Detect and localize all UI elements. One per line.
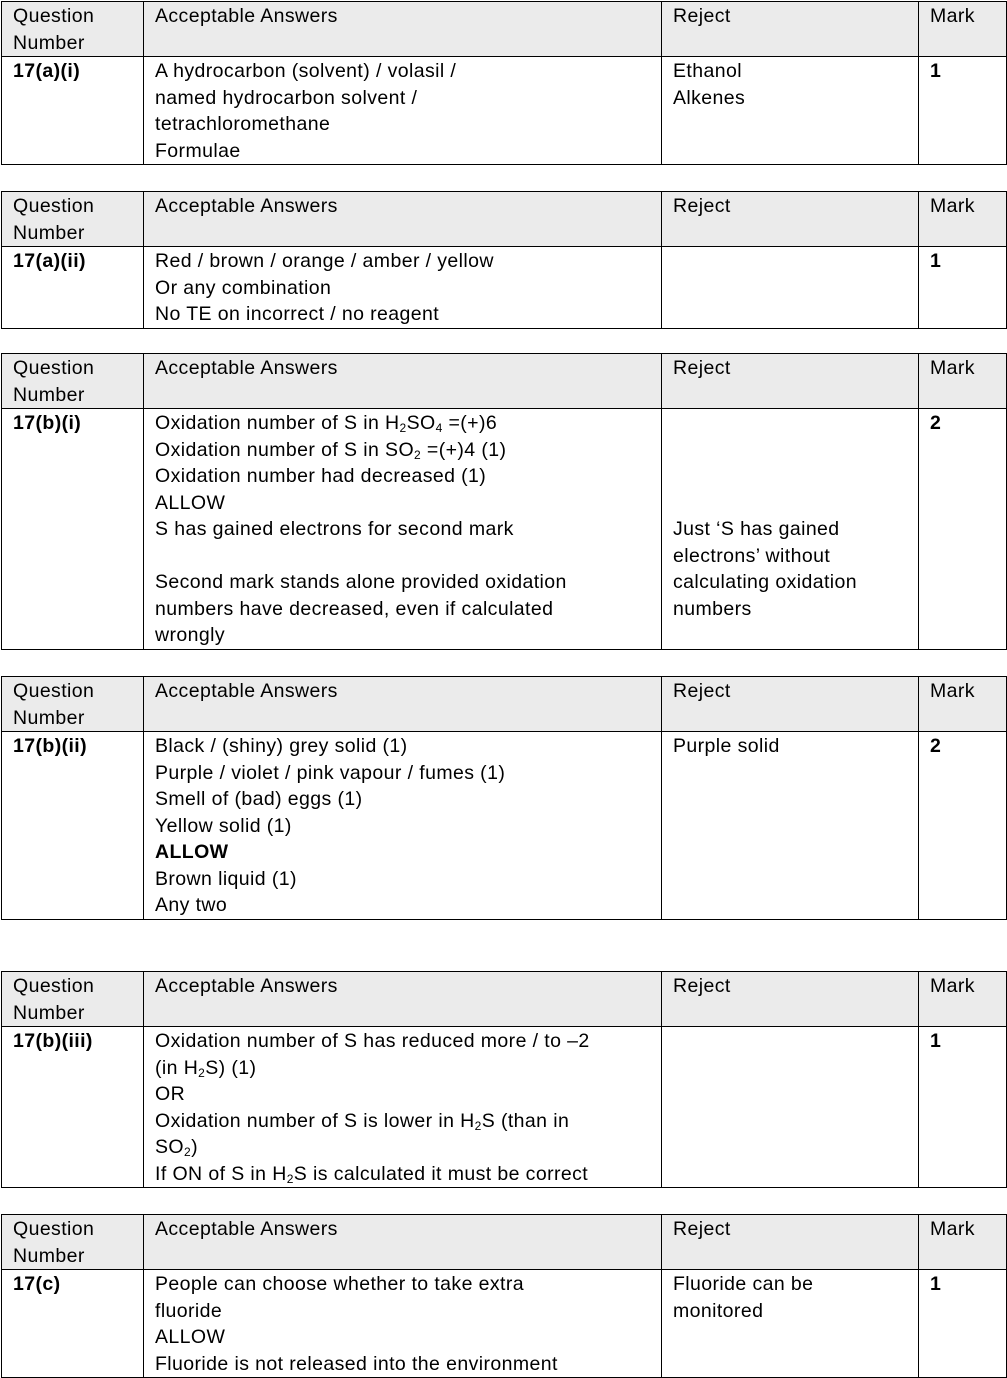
- question-number: 17(b)(iii): [2, 1027, 144, 1188]
- mark-value: 1: [919, 1270, 1007, 1378]
- mark-scheme-table-17c: [1, 1214, 1007, 1378]
- header-mark: Mark: [919, 192, 1007, 247]
- acceptable-answers-cell: [144, 1027, 662, 1188]
- answer-line: tetrachloromethane: [155, 113, 331, 135]
- acceptable-answers-cell: [144, 57, 662, 165]
- header-question-number: Question Number: [2, 1215, 144, 1270]
- reject-line: Ethanol: [673, 60, 742, 82]
- answer-line: A hydrocarbon (solvent) / volasil /: [155, 60, 457, 82]
- answer-line: Oxidation number of S has reduced more / to –2: [155, 1030, 590, 1052]
- answer-line: No TE on incorrect / no reagent: [155, 303, 440, 325]
- answer-line: OR: [155, 1083, 186, 1105]
- table-header-row: [2, 354, 1007, 409]
- answer-line: $SO_2$): [155, 1136, 198, 1159]
- header-acceptable-answers: Acceptable Answers: [144, 192, 662, 247]
- answer-line: named hydrocarbon solvent /: [155, 86, 418, 109]
- header-question-number: Question Number: [2, 354, 144, 409]
- acceptable-answers-cell: [144, 732, 662, 920]
- header-reject: Reject: [662, 677, 919, 732]
- acceptable-answers-cell: [144, 247, 662, 329]
- table-header-row: [2, 1215, 1007, 1270]
- reject-cell: [662, 57, 919, 165]
- reject-cell: [662, 1027, 919, 1188]
- answer-line: numbers have decreased, even if calculated: [155, 597, 554, 620]
- header-acceptable-answers: Acceptable Answers: [144, 677, 662, 732]
- header-mark: Mark: [919, 1215, 1007, 1270]
- answer-line: Fluoride is not released into the environment: [155, 1352, 558, 1375]
- table-row: [2, 732, 1007, 920]
- reject-line: electrons’ without: [673, 544, 831, 567]
- question-number: 17(b)(ii): [2, 732, 144, 920]
- header-reject: Reject: [662, 1215, 919, 1270]
- answer-line: Oxidation number of S in $H_2SO_4 =(+)6$: [155, 412, 498, 435]
- mark-value: 2: [919, 732, 1007, 920]
- answer-line: ALLOW: [155, 841, 229, 863]
- reject-cell: [662, 409, 919, 650]
- reject-line: Fluoride can be: [673, 1273, 814, 1295]
- header-mark: Mark: [919, 972, 1007, 1027]
- answer-line: S has gained electrons for second mark: [155, 518, 514, 540]
- mark-scheme-table-17ai: [1, 1, 1007, 165]
- header-reject: Reject: [662, 192, 919, 247]
- mark-value: 2: [919, 409, 1007, 650]
- answer-line: Formulae: [155, 139, 241, 162]
- header-mark: Mark: [919, 677, 1007, 732]
- header-reject: Reject: [662, 2, 919, 57]
- answer-line: Oxidation number had decreased (1): [155, 465, 487, 487]
- table-row: [2, 247, 1007, 329]
- header-acceptable-answers: Acceptable Answers: [144, 2, 662, 57]
- header-acceptable-answers: Acceptable Answers: [144, 354, 662, 409]
- answer-line: Yellow solid (1): [155, 814, 292, 837]
- reject-line: Purple solid: [673, 735, 780, 757]
- answer-line: Black / (shiny) grey solid (1): [155, 735, 408, 757]
- mark-value: 1: [919, 1027, 1007, 1188]
- table-header-row: [2, 2, 1007, 57]
- header-question-number: Question Number: [2, 2, 144, 57]
- answer-line: (in $H_2S$) (1): [155, 1056, 257, 1080]
- answer-line: Brown liquid (1): [155, 867, 297, 890]
- answer-line: Red / brown / orange / amber / yellow: [155, 250, 494, 272]
- header-mark: Mark: [919, 2, 1007, 57]
- table-header-row: [2, 677, 1007, 732]
- table-row: [2, 1270, 1007, 1378]
- mark-scheme-table-17aii: [1, 191, 1007, 329]
- blank-line: [155, 543, 653, 570]
- header-question-number: Question Number: [2, 972, 144, 1027]
- reject-line: calculating oxidation: [673, 571, 858, 593]
- header-question-number: Question Number: [2, 677, 144, 732]
- answer-line: Purple / violet / pink vapour / fumes (1): [155, 761, 506, 784]
- header-acceptable-answers: Acceptable Answers: [144, 1215, 662, 1270]
- reject-cell: [662, 1270, 919, 1378]
- question-number: 17(a)(ii): [2, 247, 144, 329]
- answer-line: Oxidation number of S is lower in $H_2S$ (than in: [155, 1109, 570, 1133]
- table-row: [2, 57, 1007, 165]
- table-row: [2, 1027, 1007, 1188]
- header-question-number: Question Number: [2, 192, 144, 247]
- answer-line: If ON of S in $H_2S$ is calculated it must be correct: [155, 1162, 589, 1186]
- mark-value: 1: [919, 247, 1007, 329]
- mark-scheme-table-17bii: [1, 676, 1007, 920]
- table-row: [2, 409, 1007, 650]
- mark-value: 1: [919, 57, 1007, 165]
- table-header-row: [2, 972, 1007, 1027]
- reject-line: Alkenes: [673, 86, 746, 109]
- answer-line: Smell of (bad) eggs (1): [155, 788, 363, 810]
- reject-line: monitored: [673, 1299, 764, 1322]
- mark-scheme-table-17bi: [1, 353, 1007, 650]
- answer-line: People can choose whether to take extra: [155, 1273, 524, 1295]
- header-acceptable-answers: Acceptable Answers: [144, 972, 662, 1027]
- answer-line: ALLOW: [155, 1326, 226, 1348]
- header-reject: Reject: [662, 354, 919, 409]
- answer-line: Or any combination: [155, 276, 332, 299]
- question-number: 17(c): [2, 1270, 144, 1378]
- answer-line: Second mark stands alone provided oxidation: [155, 571, 567, 593]
- table-header-row: [2, 192, 1007, 247]
- header-mark: Mark: [919, 354, 1007, 409]
- answer-line: Oxidation number of S in $SO_2 =(+)4$ (1): [155, 438, 507, 462]
- reject-cell: [662, 247, 919, 329]
- mark-scheme-table-17biii: [1, 971, 1007, 1188]
- answer-line: ALLOW: [155, 491, 226, 514]
- answer-line: fluoride: [155, 1299, 223, 1322]
- acceptable-answers-cell: [144, 409, 662, 650]
- question-number: 17(a)(i): [2, 57, 144, 165]
- header-reject: Reject: [662, 972, 919, 1027]
- reject-line: numbers: [673, 597, 752, 620]
- acceptable-answers-cell: [144, 1270, 662, 1378]
- question-number: 17(b)(i): [2, 409, 144, 650]
- answer-line: wrongly: [155, 624, 225, 646]
- reject-cell: [662, 732, 919, 920]
- reject-line: Just ‘S has gained: [673, 518, 840, 540]
- answer-line: Any two: [155, 894, 228, 916]
